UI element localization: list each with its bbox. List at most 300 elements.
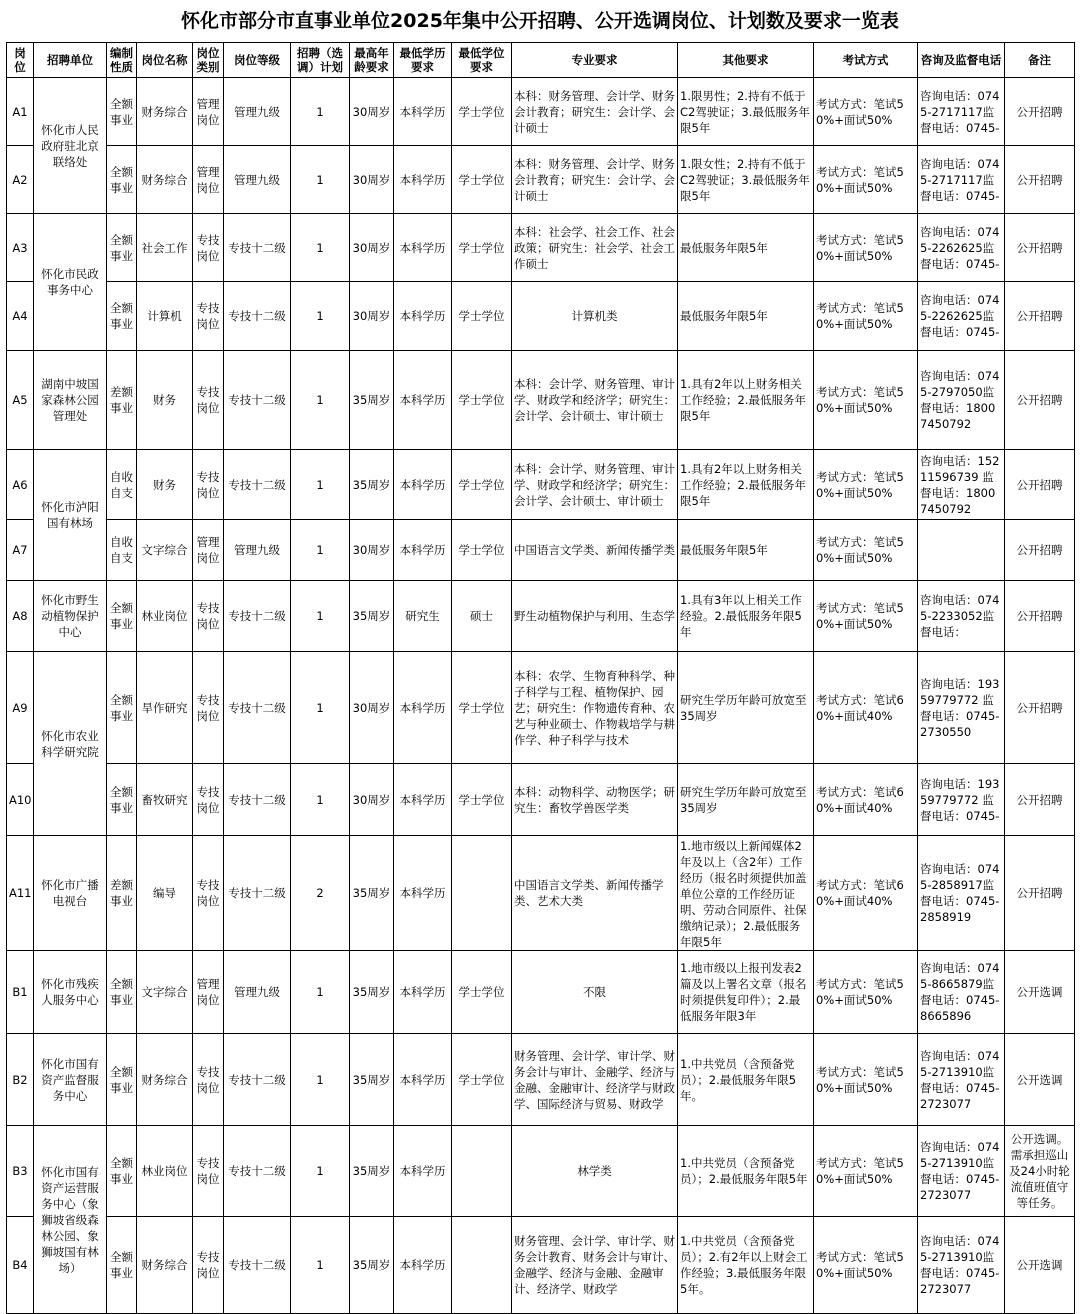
cell-level: 专技十二级 (224, 764, 291, 836)
cell-major-text: 财务管理、会计学、审计学、财务会计教育、财务会计与审计、金融学、经济与金融、金融审计、经济学、财政学 (514, 1234, 675, 1296)
cell-nature: 全额事业 (107, 764, 137, 836)
cell-plan: 1 (291, 951, 350, 1034)
cell-degree: 学士学位 (452, 764, 512, 836)
col-major: 专业要求 (512, 43, 678, 78)
cell-contact-text: 咨询电话：0745-8665879监督电话：0745-8665896 (920, 961, 1000, 1023)
unit-cell: 怀化市广播电视台 (34, 836, 107, 951)
cell-edu: 本科学历 (394, 764, 452, 836)
cell-degree: 学士学位 (452, 282, 512, 351)
cell-degree: 学士学位 (452, 78, 512, 146)
cell-exam (814, 351, 918, 450)
cell-other-text: 最低服务年限5年 (680, 309, 768, 323)
cell-edu: 本科学历 (394, 520, 452, 581)
cell-other (678, 282, 814, 351)
cell-contact-text: 咨询电话：0745-2233052监督电话： (920, 593, 1000, 639)
cell-major (512, 1034, 678, 1126)
cell-level: 管理九级 (224, 78, 291, 146)
cell-other-text: 1.中共党员（含预备党员）；2.最低服务年限5年。 (680, 1056, 797, 1103)
cell-category: 专技岗位 (193, 214, 224, 282)
unit-cell: 怀化市残疾人服务中心 (34, 951, 107, 1034)
cell-age: 30周岁 (350, 78, 394, 146)
cell-level: 专技十二级 (224, 1034, 291, 1126)
table-row (7, 836, 1075, 951)
col-age: 最高年龄要求 (350, 43, 394, 78)
cell-plan: 1 (291, 764, 350, 836)
cell-contact-text: 咨询电话：0745-2262625监督电话：0745- (920, 293, 1000, 339)
cell-name: 计算机 (137, 282, 193, 351)
cell-plan: 1 (291, 652, 350, 764)
cell-contact-text: 咨询电话：0745-2713910监督电话：0745-2723077 (920, 1234, 1000, 1296)
cell-other-text: 1.具有2年以上财务相关工作经验；2.最低服务年限5年 (680, 377, 806, 423)
cell-contact (918, 1126, 1005, 1217)
cell-level: 专技十二级 (224, 450, 291, 520)
cell-category: 专技岗位 (193, 450, 224, 520)
cell-edu: 本科学历 (394, 146, 452, 214)
cell-major-text: 本科：财务管理、会计学、财务会计教育；研究生：会计学、会计硕士 (514, 88, 675, 135)
cell-level: 专技十二级 (224, 581, 291, 652)
cell-contact (918, 836, 1005, 951)
cell-name: 旱作研究 (137, 652, 193, 764)
cell-contact-text: 咨询电话：0745-2713910监督电话：0745-2723077 (920, 1140, 1000, 1202)
cell-code: B1 (7, 951, 34, 1034)
cell-other (678, 78, 814, 146)
cell-contact (918, 214, 1005, 282)
cell-age: 35周岁 (350, 351, 394, 450)
cell-nature: 全额事业 (107, 951, 137, 1034)
cell-plan: 1 (291, 351, 350, 450)
cell-major (512, 652, 678, 764)
page-title: 怀化市部分市直事业单位2025年集中公开招聘、公开选调岗位、计划数及要求一览表 (181, 10, 899, 32)
cell-exam (814, 652, 918, 764)
cell-other (678, 652, 814, 764)
cell-exam-text: 考试方式：笔试50%+面试50% (816, 232, 904, 263)
cell-nature: 全额事业 (107, 1217, 137, 1314)
cell-category: 管理岗位 (193, 520, 224, 581)
cell-edu: 研究生 (394, 581, 452, 652)
cell-major (512, 951, 678, 1034)
col-note: 备注 (1005, 43, 1075, 78)
cell-note: 公开招聘 (1005, 581, 1075, 652)
table-row (7, 1126, 1075, 1217)
cell-edu: 本科学历 (394, 78, 452, 146)
unit-cell: 怀化市人民政府驻北京联络处 (34, 78, 107, 214)
cell-level: 专技十二级 (224, 351, 291, 450)
cell-exam (814, 1126, 918, 1217)
cell-age: 30周岁 (350, 520, 394, 581)
cell-contact (918, 520, 1005, 581)
cell-category: 管理岗位 (193, 951, 224, 1034)
col-level: 岗位等级 (224, 43, 291, 78)
table-row (7, 581, 1075, 652)
cell-level: 管理九级 (224, 951, 291, 1034)
cell-age: 35周岁 (350, 1126, 394, 1217)
cell-contact (918, 1217, 1005, 1314)
cell-exam-text: 考试方式：笔试50%+面试50% (816, 1156, 904, 1186)
cell-code: A8 (7, 581, 34, 652)
cell-code: A6 (7, 450, 34, 520)
cell-degree: 学士学位 (452, 951, 512, 1034)
cell-category: 专技岗位 (193, 652, 224, 764)
cell-major-text: 本科：农学、生物育种科学、种子科学与工程、植物保护、园艺；研究生：作物遗传育种、农艺与种业硕士、作物栽培学与耕作学、种子科学与技术 (514, 668, 675, 747)
cell-other-text: 1.中共党员（含预备党员）；2.最低服务年限5年 (680, 1156, 808, 1186)
unit-cell: 怀化市泸阳国有林场 (34, 450, 107, 581)
cell-level: 专技十二级 (224, 836, 291, 951)
cell-age: 35周岁 (350, 836, 394, 951)
cell-other-text: 1.具有2年以上财务相关工作经验；2.最低服务年限5年 (680, 461, 806, 508)
cell-major (512, 214, 678, 282)
table-row (7, 652, 1075, 764)
cell-level: 专技十二级 (224, 282, 291, 351)
cell-degree: 学士学位 (452, 652, 512, 764)
cell-degree (452, 836, 512, 951)
cell-note: 公开招聘 (1005, 836, 1075, 951)
cell-nature: 差额事业 (107, 836, 137, 951)
cell-exam (814, 146, 918, 214)
cell-code: A7 (7, 520, 34, 581)
table-row (7, 951, 1075, 1034)
cell-other-text: 1.具有3年以上相关工作经验。2.最低服务年限5年 (680, 593, 802, 639)
cell-note: 公开招聘 (1005, 282, 1075, 351)
cell-exam (814, 1217, 918, 1314)
cell-plan: 1 (291, 520, 350, 581)
table-row (7, 214, 1075, 282)
cell-other-text: 最低服务年限5年 (680, 240, 768, 255)
cell-category: 专技岗位 (193, 1217, 224, 1314)
col-degree: 最低学位要求 (452, 43, 512, 78)
cell-code: A5 (7, 351, 34, 450)
cell-other-text: 1.地市级以上报刊发表2篇及以上署名文章（报名时须提供复印件）；2.最低服务年限3年 (680, 961, 807, 1023)
cell-exam (814, 836, 918, 951)
table-row (7, 450, 1075, 520)
cell-other (678, 1217, 814, 1314)
cell-age: 30周岁 (350, 764, 394, 836)
cell-note: 公开招聘 (1005, 78, 1075, 146)
table-row (7, 351, 1075, 450)
cell-major (512, 836, 678, 951)
cell-level: 管理九级 (224, 146, 291, 214)
cell-major-text: 本科：财务管理、会计学、财务会计教育；研究生：会计学、会计硕士 (514, 156, 675, 203)
cell-other (678, 450, 814, 520)
cell-exam-text: 考试方式：笔试50%+面试50% (816, 1064, 904, 1095)
cell-category: 专技岗位 (193, 351, 224, 450)
cell-edu: 本科学历 (394, 282, 452, 351)
cell-exam-text: 考试方式：笔试60%+面试40% (816, 878, 904, 908)
cell-nature: 全额事业 (107, 214, 137, 282)
cell-major (512, 78, 678, 146)
cell-plan: 1 (291, 581, 350, 652)
cell-code: B3 (7, 1126, 34, 1217)
cell-major (512, 581, 678, 652)
cell-plan: 1 (291, 450, 350, 520)
cell-exam-text: 考试方式：笔试50%+面试50% (816, 535, 904, 565)
cell-note: 公开选调。需承担巡山及24小时轮流值班值守等任务。 (1005, 1126, 1075, 1217)
cell-exam (814, 78, 918, 146)
cell-name: 林业岗位 (137, 581, 193, 652)
cell-age: 35周岁 (350, 951, 394, 1034)
cell-major-text: 中国语言文学类、新闻传播学类、艺术大类 (514, 878, 664, 908)
cell-note: 公开选调 (1005, 1034, 1075, 1126)
cell-exam (814, 1034, 918, 1126)
cell-category: 管理岗位 (193, 146, 224, 214)
cell-exam-text: 考试方式：笔试60%+面试40% (816, 784, 904, 815)
cell-exam-text: 考试方式：笔试50%+面试50% (816, 301, 904, 331)
table-row (7, 1034, 1075, 1126)
cell-degree: 学士学位 (452, 214, 512, 282)
table-row (7, 1217, 1075, 1314)
cell-contact-text: 咨询电话：0745-2858917监督电话：0745-2858919 (920, 862, 1000, 924)
cell-exam-text: 考试方式：笔试50%+面试50% (816, 1250, 904, 1280)
cell-contact (918, 146, 1005, 214)
cell-note: 公开招聘 (1005, 520, 1075, 581)
cell-edu: 本科学历 (394, 214, 452, 282)
cell-edu: 本科学历 (394, 1126, 452, 1217)
cell-name: 编导 (137, 836, 193, 951)
cell-note: 公开招聘 (1005, 351, 1075, 450)
cell-code: A10 (7, 764, 34, 836)
col-nature: 编制性质 (107, 43, 137, 78)
cell-note: 公开招聘 (1005, 214, 1075, 282)
unit-cell: 怀化市野生动植物保护中心 (34, 581, 107, 652)
cell-edu: 本科学历 (394, 450, 452, 520)
cell-exam (814, 450, 918, 520)
cell-other-text: 研究生学历年龄可放宽至35周岁 (680, 784, 807, 815)
cell-contact (918, 951, 1005, 1034)
cell-major-text: 本科：社会学、社会工作、社会政策；研究生：社会学、社会工作硕士 (514, 224, 675, 271)
cell-nature: 全额事业 (107, 282, 137, 351)
cell-other (678, 146, 814, 214)
cell-category: 专技岗位 (193, 1034, 224, 1126)
cell-name: 文字综合 (137, 520, 193, 581)
cell-exam (814, 581, 918, 652)
cell-age: 35周岁 (350, 1034, 394, 1126)
cell-exam-text: 考试方式：笔试50%+面试50% (816, 385, 904, 415)
cell-major (512, 351, 678, 450)
cell-category: 专技岗位 (193, 282, 224, 351)
cell-edu: 本科学历 (394, 951, 452, 1034)
cell-major-text: 中国语言文学类、新闻传播学类 (514, 543, 675, 557)
cell-other (678, 1126, 814, 1217)
cell-plan: 1 (291, 282, 350, 351)
cell-note: 公开招聘 (1005, 652, 1075, 764)
table-row (7, 78, 1075, 146)
cell-nature: 全额事业 (107, 1034, 137, 1126)
cell-name: 财务综合 (137, 1034, 193, 1126)
cell-major-text: 财务管理、会计学、审计学、财务会计与审计、金融学、经济与金融、金融审计、经济学与财政学、国际经济与贸易、财政学 (514, 1048, 675, 1111)
cell-degree: 学士学位 (452, 520, 512, 581)
cell-major-text: 不限 (583, 985, 606, 999)
cell-name: 财务综合 (137, 1217, 193, 1314)
cell-level: 专技十二级 (224, 1217, 291, 1314)
cell-contact-text: 咨询电话：19359779772 监督电话：0745- (920, 776, 1000, 823)
cell-contact-text: 咨询电话：15211596739 监督电话：18007450792 (920, 453, 1000, 516)
cell-major (512, 450, 678, 520)
cell-other-text: 1.中共党员（含预备党员）；2.有2年以上财会工作经验；3.最低服务年限5年。 (680, 1234, 808, 1296)
unit-cell: 怀化市民政事务中心 (34, 214, 107, 351)
cell-contact (918, 764, 1005, 836)
cell-edu: 本科学历 (394, 1034, 452, 1126)
cell-major-text: 计算机类 (571, 309, 618, 323)
cell-other-text: 1.限男性；2.持有不低于C2驾驶证；3.最低服务年限5年 (680, 88, 810, 135)
cell-exam-text: 考试方式：笔试60%+面试40% (816, 692, 904, 723)
cell-category: 专技岗位 (193, 764, 224, 836)
cell-other-text: 1.限女性；2.持有不低于C2驾驶证；3.最低服务年限5年 (680, 156, 810, 203)
cell-exam (814, 764, 918, 836)
cell-name: 财务综合 (137, 78, 193, 146)
cell-plan: 1 (291, 1126, 350, 1217)
cell-age: 30周岁 (350, 214, 394, 282)
cell-name: 社会工作 (137, 214, 193, 282)
cell-other (678, 520, 814, 581)
cell-major (512, 764, 678, 836)
cell-exam (814, 951, 918, 1034)
cell-level: 专技十二级 (224, 1126, 291, 1217)
cell-other (678, 214, 814, 282)
cell-major (512, 146, 678, 214)
cell-note: 公开招聘 (1005, 146, 1075, 214)
cell-name: 畜牧研究 (137, 764, 193, 836)
cell-nature: 全额事业 (107, 581, 137, 652)
cell-age: 30周岁 (350, 146, 394, 214)
cell-contact-text: 咨询电话：0745-2262625监督电话：0745- (920, 224, 1000, 271)
table-row (7, 146, 1075, 214)
cell-degree (452, 1126, 512, 1217)
cell-exam-text: 考试方式：笔试50%+面试50% (816, 469, 904, 500)
cell-degree: 学士学位 (452, 351, 512, 450)
cell-level: 管理九级 (224, 520, 291, 581)
cell-exam-text: 考试方式：笔试50%+面试50% (816, 164, 904, 195)
table-row (7, 282, 1075, 351)
cell-exam (814, 282, 918, 351)
cell-major-text: 野生动植物保护与利用、生态学 (514, 609, 675, 623)
cell-category: 专技岗位 (193, 581, 224, 652)
cell-contact (918, 450, 1005, 520)
cell-contact-text: 咨询电话：0745-2713910监督电话：0745-2723077 (920, 1048, 1000, 1111)
cell-contact-text: 咨询电话：0745-2717117监督电话：0745- (920, 156, 1000, 203)
cell-level: 专技十二级 (224, 214, 291, 282)
cell-name: 财务 (137, 450, 193, 520)
positions-table (6, 42, 1075, 1314)
cell-other-text: 1.地市级以上新闻媒体2年及以上（含2年）工作经历（报名时须提供加盖单位公章的工作经历证明、劳动合同原件、社保缴纳记录）；2.最低服务年限5年 (680, 838, 807, 949)
cell-contact (918, 581, 1005, 652)
cell-exam (814, 214, 918, 282)
cell-plan: 1 (291, 1217, 350, 1314)
cell-nature: 全额事业 (107, 78, 137, 146)
cell-other-text: 研究生学历年龄可放宽至35周岁 (680, 692, 807, 723)
cell-exam (814, 520, 918, 581)
cell-level: 专技十二级 (224, 652, 291, 764)
cell-age: 30周岁 (350, 282, 394, 351)
cell-name: 林业岗位 (137, 1126, 193, 1217)
cell-edu: 本科学历 (394, 1217, 452, 1314)
header-row (7, 43, 1075, 78)
cell-exam-text: 考试方式：笔试50%+面试50% (816, 601, 904, 631)
cell-degree: 学士学位 (452, 146, 512, 214)
cell-major (512, 520, 678, 581)
cell-contact (918, 282, 1005, 351)
cell-other (678, 351, 814, 450)
cell-other (678, 836, 814, 951)
cell-age: 35周岁 (350, 1217, 394, 1314)
cell-name: 文字综合 (137, 951, 193, 1034)
cell-age: 30周岁 (350, 652, 394, 764)
cell-contact (918, 78, 1005, 146)
cell-exam-text: 考试方式：笔试50%+面试50% (816, 96, 904, 127)
cell-nature: 全额事业 (107, 652, 137, 764)
cell-note: 公开招聘 (1005, 764, 1075, 836)
cell-age: 35周岁 (350, 581, 394, 652)
cell-note: 公开招聘 (1005, 450, 1075, 520)
cell-plan: 1 (291, 78, 350, 146)
col-exam: 考试方式 (814, 43, 918, 78)
cell-name: 财务综合 (137, 146, 193, 214)
unit-cell: 湖南中坡国家森林公园管理处 (34, 351, 107, 450)
cell-contact (918, 1034, 1005, 1126)
cell-edu: 本科学历 (394, 652, 452, 764)
cell-contact-text: 咨询电话：0745-2797050监督电话：18007450792 (920, 369, 1000, 431)
cell-other (678, 951, 814, 1034)
cell-edu: 本科学历 (394, 836, 452, 951)
cell-category: 专技岗位 (193, 1126, 224, 1217)
cell-code: A9 (7, 652, 34, 764)
cell-category: 管理岗位 (193, 78, 224, 146)
col-category: 岗位类别 (193, 43, 224, 78)
cell-code: A3 (7, 214, 34, 282)
cell-plan: 1 (291, 146, 350, 214)
cell-degree (452, 1217, 512, 1314)
unit-cell: 怀化市农业科学研究院 (34, 652, 107, 836)
col-other: 其他要求 (678, 43, 814, 78)
cell-age: 35周岁 (350, 450, 394, 520)
cell-major (512, 282, 678, 351)
cell-note: 公开选调 (1005, 951, 1075, 1034)
cell-degree: 硕士 (452, 581, 512, 652)
cell-plan: 2 (291, 836, 350, 951)
cell-code: A2 (7, 146, 34, 214)
cell-nature: 自收自支 (107, 450, 137, 520)
col-code: 岗位 (7, 43, 34, 78)
cell-other (678, 764, 814, 836)
cell-note: 公开选调 (1005, 1217, 1075, 1314)
cell-other (678, 581, 814, 652)
col-unit: 招聘单位 (34, 43, 107, 78)
cell-plan: 1 (291, 214, 350, 282)
cell-code: A1 (7, 78, 34, 146)
table-row (7, 764, 1075, 836)
cell-major-text: 本科：动物科学、动物医学；研究生：畜牧学兽医学类 (514, 784, 675, 815)
cell-contact (918, 351, 1005, 450)
cell-degree: 学士学位 (452, 450, 512, 520)
cell-nature: 差额事业 (107, 351, 137, 450)
col-name: 岗位名称 (137, 43, 193, 78)
table-row (7, 520, 1075, 581)
cell-exam-text: 考试方式：笔试50%+面试50% (816, 977, 904, 1007)
cell-code: A11 (7, 836, 34, 951)
cell-plan: 1 (291, 1034, 350, 1126)
cell-major-text: 本科：会计学、财务管理、审计学、财政学和经济学；研究生：会计学、会计硕士、审计硕士 (514, 377, 675, 423)
cell-nature: 全额事业 (107, 1126, 137, 1217)
cell-major-text: 林学类 (577, 1164, 612, 1178)
col-contact: 咨询及监督电话 (918, 43, 1005, 78)
cell-major (512, 1217, 678, 1314)
cell-category: 专技岗位 (193, 836, 224, 951)
cell-other (678, 1034, 814, 1126)
unit-cell: 怀化市国有资产运营服务中心（象狮坡省级森林公园、象狮坡国有林场） (34, 1126, 107, 1314)
col-plan: 招聘（选调）计划 (291, 43, 350, 78)
cell-nature: 自收自支 (107, 520, 137, 581)
col-edu: 最低学历要求 (394, 43, 452, 78)
cell-major-text: 本科：会计学、财务管理、审计学、财政学和经济学；研究生：会计学、会计硕士、审计硕士 (514, 461, 675, 508)
cell-edu: 本科学历 (394, 351, 452, 450)
